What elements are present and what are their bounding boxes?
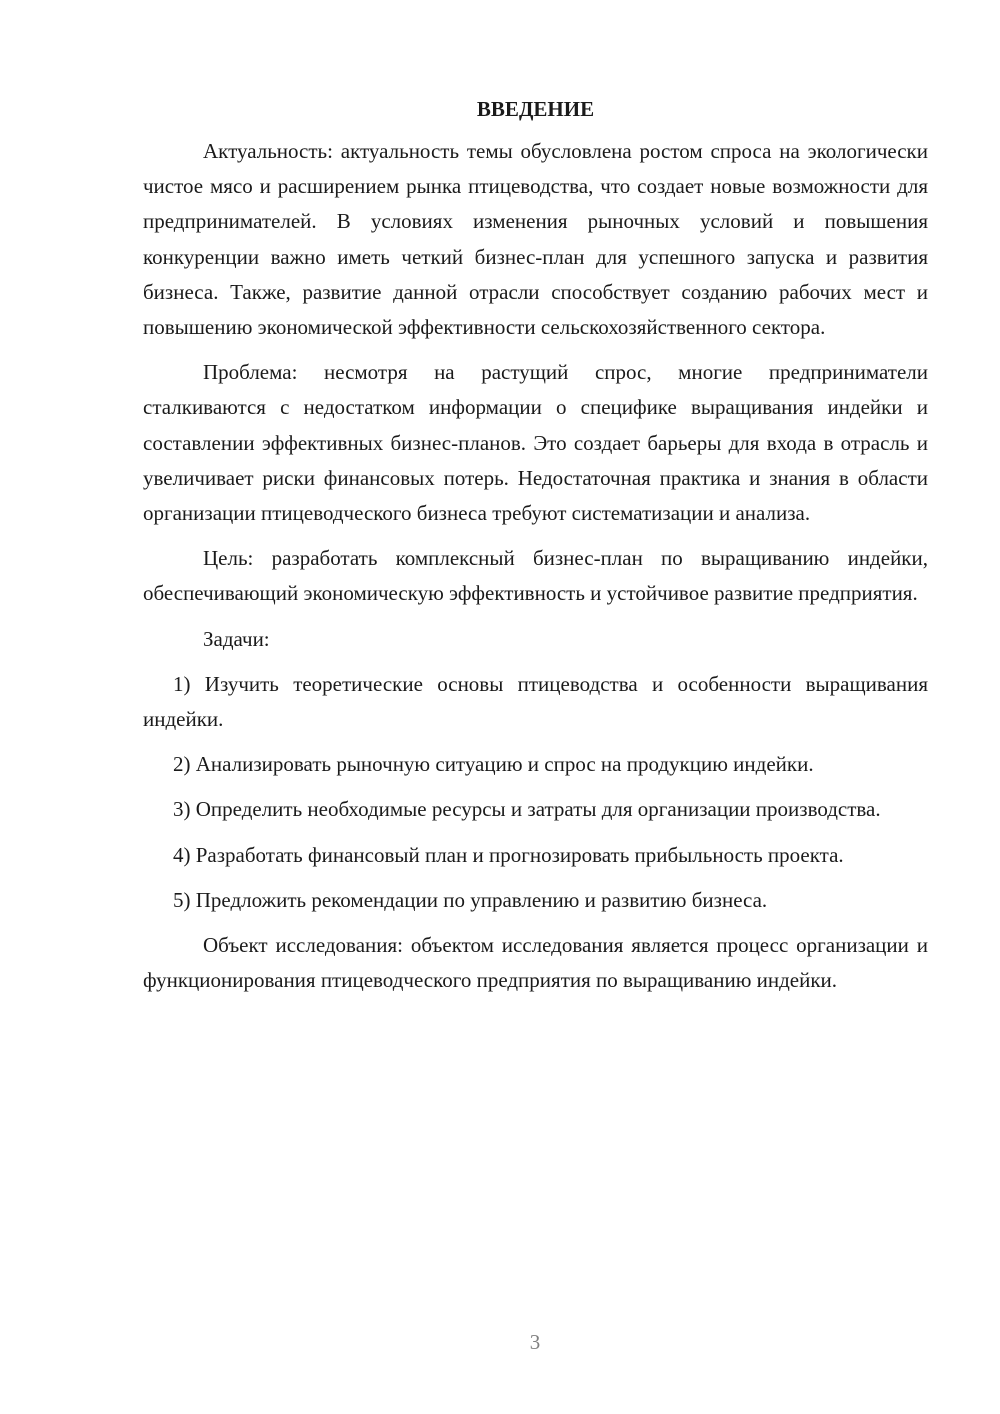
paragraph-goal: Цель: разработать комплексный бизнес-план по выращиванию индейки, обеспечивающий экономическую эффективность и устойчивое развитие предприятия. (143, 546, 928, 606)
task-item: 5) Предложить рекомендации по управлению и развитию бизнеса. (173, 887, 768, 912)
task-item: 2) Анализировать рыночную ситуацию и спрос на продукцию индейки. (173, 752, 814, 777)
tasks-heading: Задачи: (203, 626, 270, 651)
task-item: 1) Изучить теоретические основы птицеводства и особенности выращивания индейки. (143, 671, 928, 732)
section-title: ВВЕДЕНИЕ (476, 97, 595, 121)
page-number: 3 (529, 1330, 541, 1354)
paragraph-relevance: Актуальность: актуальность темы обусловлена ростом спроса на экологически чистое мясо и расширением рынка птицеводства, что создает новые возможности для предпринимателей. В условиях изменения рыночных условий и повышения конкуренции важно иметь четкий бизнес-план для успешного запуска и развития бизнеса. Также, развитие данной отрасли способствует созданию рабочих мест и повышению экономической эффективности сельскохозяйственного сектора. (143, 139, 928, 340)
document-page (143, 92, 928, 1008)
paragraph-problem: Проблема: несмотря на растущий спрос, многие предприниматели сталкиваются с недостатком информации о специфике выращивания индейки и составлении эффективных бизнес-планов. Это создает барьеры для входа в отрасль и увеличивает риски финансовых потерь. Недостаточная практика и знания в области организации птицеводческого бизнеса требуют систематизации и анализа. (143, 360, 928, 526)
task-item: 4) Разработать финансовый план и прогнозировать прибыльность проекта. (173, 842, 844, 867)
paragraph-object: Объект исследования: объектом исследования является процесс организации и функционирования птицеводческого предприятия по выращиванию индейки. (143, 933, 928, 993)
task-item: 3) Определить необходимые ресурсы и затраты для организации производства. (173, 797, 881, 822)
